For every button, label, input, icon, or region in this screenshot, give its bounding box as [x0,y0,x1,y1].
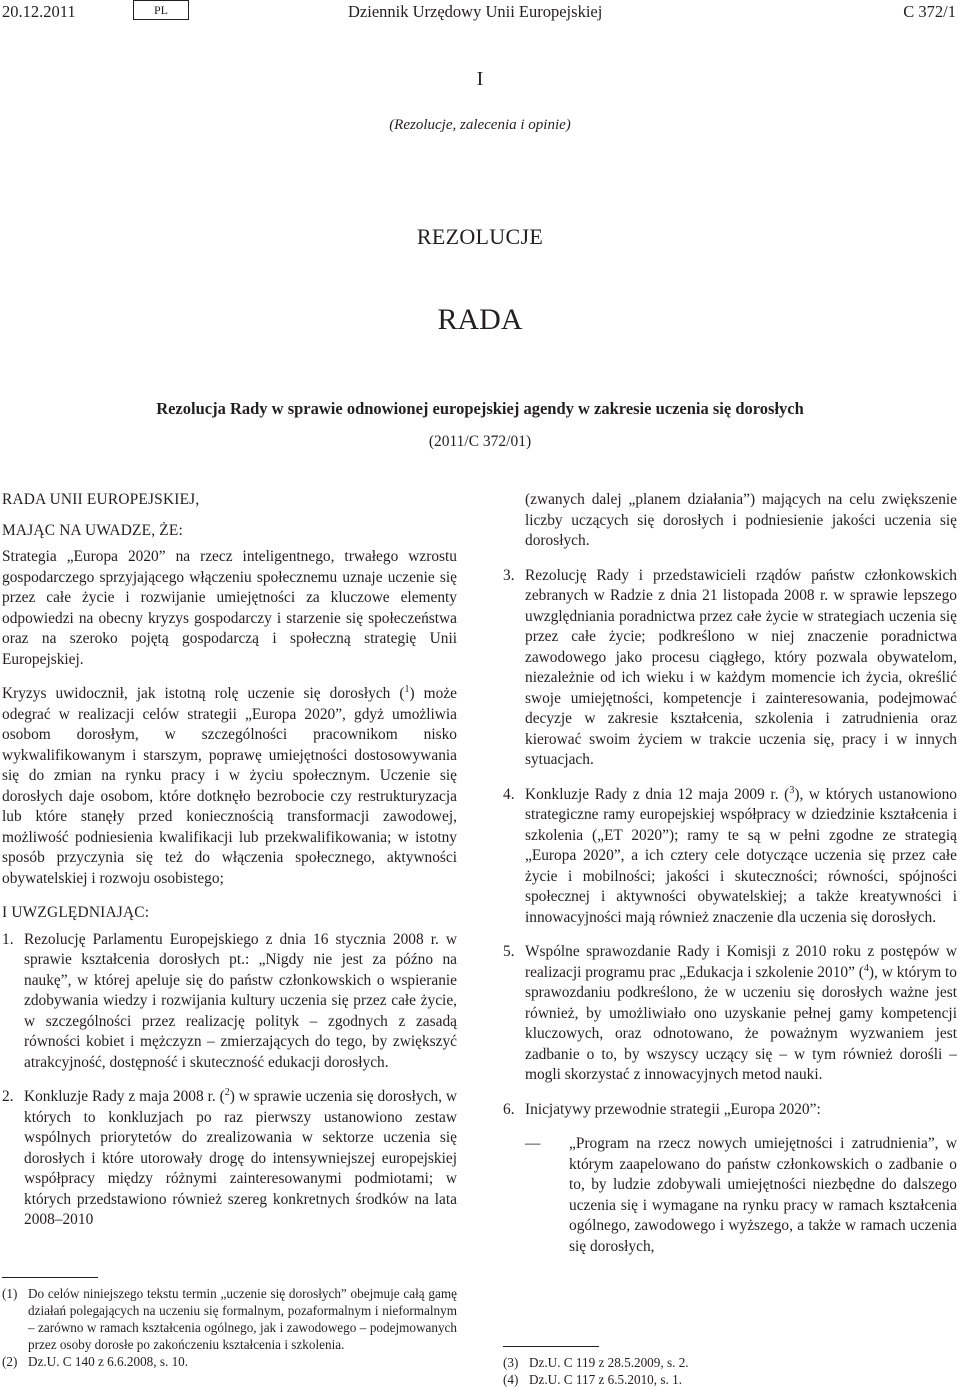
item-text: Inicjatywy przewodnie strategii „Europa 2020”: [525,1100,821,1118]
footnote-ref-3[interactable]: 3 [789,784,795,796]
footnote-ref-2[interactable]: 2 [224,1086,230,1098]
list-item-3 [503,566,957,771]
footnote-text: Dz.U. C 117 z 6.5.2010, s. 1. [529,1372,682,1387]
item-5-text-a: Wspólne sprawozdanie Rady i Komisji z 2010 roku z postępów w realizacji programu prac „Edukacja i szkolenie 2010” [525,943,957,981]
footnote-divider [2,1277,98,1278]
journal-name: Dziennik Urzędowy Unii Europejskiej [348,2,603,21]
section-subtitle: (Rezolucje, zalecenia i opinie) [389,117,571,133]
item-number: 5. [503,943,515,960]
item-4-text-b: , w których ustanowiono strategiczne ramy europejskiej współpracy w dziedzinie kształcenia i szkolenia („ET 2020”); ramy te są w pełni zgodne ze strategią „Europa 2020”, a ich cztery cele dotyczące uczenia się przez całe życie i mobilności; jakości i skuteczności; równości, spójności społecznej i aktywności obywatelskiej; a także kreatywności i innowacyjności mają również znaczenie dla uczenia się dorosłych. [525,785,957,926]
dash-text: „Program na rzecz nowych umiejętności i zatrudnienia”, w którym zaapelowano do państw członkowskich o zadbanie o to, by ludzie zdobywali umiejętności niezbędne do dalszego uczenia się i wymagane na rynku pracy w ramach kształcenia ogólnego, zawodowego i wyższego, a także w ramach uczenia się dorosłych, [569,1135,957,1255]
footnote-text: Do celów niniejszego tekstu termin „uczenie się dorosłych” obejmuje całą gamę działań polegających na uczeniu się formalnym, pozaformalnym i nieformalnym – zarówno w ramach kształcenia ogólnego, jak i zawodowego – podejmowanych przez osoby dorosłe po zakończeniu kształcenia i szkolenia. [28,1286,457,1352]
footnotes-left [2,1285,457,1370]
footnote-mark: (3) [503,1355,519,1370]
footnote-mark: (4) [503,1372,519,1387]
item-4-text-a: Konkluzje Rady z dnia 12 maja 2009 r. [525,785,779,803]
recital-1: Strategia „Europa 2020” na rzecz inteligentnego, trwałego wzrostu gospodarczego sprzyjającego włączeniu społecznemu uznaje uczenie się przez całe życie i rozwijanie umiejętności za kluczowe elementy odpowiedzi na obecny kryzys gospodarczy i starzenie się społeczeństwa oraz na szeroko pojętą gospodarczą i społeczną strategię Unii Europejskiej. [2,548,457,668]
footnote-ref-1[interactable]: 1 [404,683,410,695]
list-item-6 [503,1100,957,1121]
item-number: 3. [503,566,515,584]
having-regard-heading: MAJĄC NA UWADZE, ŻE: [2,521,183,539]
recital-2: Kryzys uwidocznił, jak istotną rolę uczenie się dorosłych ($^1$) może odegrać w realizacji celów strategii „Europa 2020”, gdyż umożliwia osobom dorosłym, w szczególności pracownikom nisko wykwalifikowanym i starszym, poprawę umiejętności dostosowywania się do zmian na rynku pracy i w życiu społecznym. Uczenie się dorosłych daje osobom, które dotknęło bezrobocie czy restrukturyzacja lub które stanęły przed koniecznością transformacji zawodowej, możliwość podniesienia kwalifikacji lub przekwalifikowania; w istotny sposób przyczynia się też do włączenia społecznego, aktywności obywatelskiej i rozwoju osobistego; [2,683,457,887]
item-number: 2. [2,1088,14,1105]
page-header [0,0,960,30]
recital-2-text-a: Kryzys uwidocznił, jak istotną rolę uczenie się dorosłych [2,685,391,702]
item-2-text-b: w sprawie uczenia się dorosłych, w których to konkluzjach po raz pierwszy ustanowiono zestaw wspólnych priorytetów do zrealizowania w sektorze uczenia się dorosłych i które utorowały drogę do intensywniejszej europejskiej współpracy między różnymi zainteresowanymi podmiotami; w których przedstawiono również szereg konkretnych środków na lata 2008–2010 [24,1088,458,1228]
header-date: 20.12.2011 [2,2,76,21]
item-text: Konkluzje Rady z maja 2008 r. ($^2$) w sprawie uczenia się dorosłych, w których to konkluzjach po raz pierwszy ustanowiono zestaw wspólnych priorytetów do zrealizowania w sektorze uczenia się dorosłych i które utorowały drogę do intensywniejszej europejskiej współpracy między różnymi zainteresowanymi podmiotami; w których przedstawiono również szereg konkretnych środków na lata 2008–2010 [24,1086,458,1228]
left-column [2,490,457,1245]
recital-2-text-b: może odegrać w realizacji celów strategii „Europa 2020”, gdyż umożliwia osobom dorosłym, w szczególności pracownikom nisko wykwalifikowanym i starszym, poprawę umiejętności dostosowywania się do zmian na rynku pracy i w życiu społecznym. Uczenie się dorosłych daje osobom, które dotknęło bezrobocie czy restrukturyzacja lub które stanęły przed koniecznością transformacji zawodowej, możliwość podniesienia kwalifikacji lub przekwalifikowania; w istotny sposób przyczynia się też do włączenia społecznego, aktywności obywatelskiej i rozwoju osobistego; [2,685,457,887]
footnote-text: Dz.U. C 140 z 6.6.2008, s. 10. [28,1354,189,1369]
recalling-heading: I UWZGLĘDNIAJĄC: [2,904,150,921]
footnote-2 [2,1353,457,1370]
list-item-5 [503,942,957,1086]
item-text: Rezolucję Rady i przedstawicieli rządów państw członkowskich zebranych w Radzie z dnia 21 listopada 2008 r. w sprawie lepszego uwzględniania poradnictwa przez całe życie w strategiach uczenia się przez całe życie; podkreślono w niej znaczenie poradnictwa zawodowego jako procesu ciągłego, który pozwala obywatelom, niezależnie od ich wieku i w każdym momencie ich życia, określić swoje umiejętności, kompetencje i zainteresowania, podejmować decyzje w zakresie kształcenia, szkolenia i zatrudnienia oraz kierować swoim życiem w trakcie uczenia się, pracy i w innych sytuacjach. [525,566,957,768]
item-number: 4. [503,785,515,803]
footnote-4 [503,1371,957,1388]
dash-item-1 [525,1134,957,1257]
footnote-mark: (2) [2,1354,18,1369]
item-text: Wspólne sprawozdanie Rady i Komisji z 2010 roku z postępów w realizacji programu prac „Edukacja i szkolenie 2010” ($^4$), w którym to sprawozdaniu podkreślono, że w uczeniu się dorosłych ważne jest również, by umożliwiało ono uzyskanie pełnej gamy kompetencji kluczowych, oraz odnotowano, że poważnym wyzwaniem jest zadbanie o to, by wszyscy uczący się – w tym również dorośli – mogli skorzystać z innowacyjnych metod nauki. [525,943,957,1083]
list-item-2-continued [503,490,957,552]
journal-reference: C 372/1 [903,2,956,21]
language-box: PL [133,0,189,20]
institution-heading: RADA [437,303,523,336]
footnotes-right [503,1354,957,1388]
footnote-text: Dz.U. C 119 z 28.5.2009, s. 2. [529,1355,689,1370]
item-text: Konkluzje Rady z dnia 12 maja 2009 r. ($^3$), w których ustanowiono strategiczne ramy europejskiej współpracy w dziedzinie kształcenia i szkolenia („ET 2020”); ramy te są w pełni zgodne ze strategią „Europa 2020”, a ich cztery cele dotyczące uczenia się przez całe życie i mobilności; jakości i skuteczności; równości, spójności społecznej i aktywności obywatelskiej; a także kreatywności i innowacyjności mają również znaczenie dla uczenia się dorosłych. [525,784,957,926]
dash-mark: — [525,1135,541,1152]
list-item-1 [2,930,457,1074]
section-number: I [476,68,484,90]
item-2-text-a: Konkluzje Rady z maja 2008 r. [24,1088,216,1105]
footnote-1 [2,1285,457,1353]
item-5-text-b: , w którym to sprawozdaniu podkreślono, że w uczeniu się dorosłych ważne jest również, by umożliwiało ono uzyskanie pełnej gamy kompetencji kluczowych, oraz odnotowano, że poważnym wyzwaniem jest zadbanie o to, by wszyscy uczący się – w tym również dorośli – mogli skorzystać z innowacyjnych metod nauki. [525,963,957,1083]
list-item-4 [503,785,957,929]
item-number: 1. [2,930,14,948]
item-number: 6. [503,1100,515,1118]
footnote-mark: (1) [2,1286,18,1301]
resolutions-heading: REZOLUCJE [416,224,544,249]
footnote-3 [503,1354,957,1371]
document-number: (2011/C 372/01) [428,433,532,450]
footnote-divider [503,1346,599,1347]
list-item-2 [2,1087,457,1231]
document-title: Rezolucja Rady w sprawie odnowionej europejskiej agendy w zakresie uczenia się dorosłych [156,399,804,418]
item-text: Rezolucję Parlamentu Europejskiego z dnia 16 stycznia 2008 r. w sprawie kształcenia dorosłych pt.: „Nigdy nie jest za późno na naukę”, w której apeluje się do państw członkowskich o wspieranie zdobywania wiedzy i rozwijania kultury uczenia się przez całe życie, w szczególności przez realizację polityk – zgodnych z zasadą równości kobiet i mężczyzn – zmierzających do tego, by zwiększyć atrakcyjność, dostępność i skuteczność edukacji dorosłych. [24,930,457,1071]
item-text: (zwanych dalej „planem działania”) mających na celu zwiększenie liczby uczących się dorosłych i podniesienie jakości uczenia się dorosłych. [525,491,957,549]
footnote-ref-4[interactable]: 4 [863,962,869,974]
council-heading: RADA UNII EUROPEJSKIEJ, [2,491,200,508]
right-column [503,490,957,1257]
